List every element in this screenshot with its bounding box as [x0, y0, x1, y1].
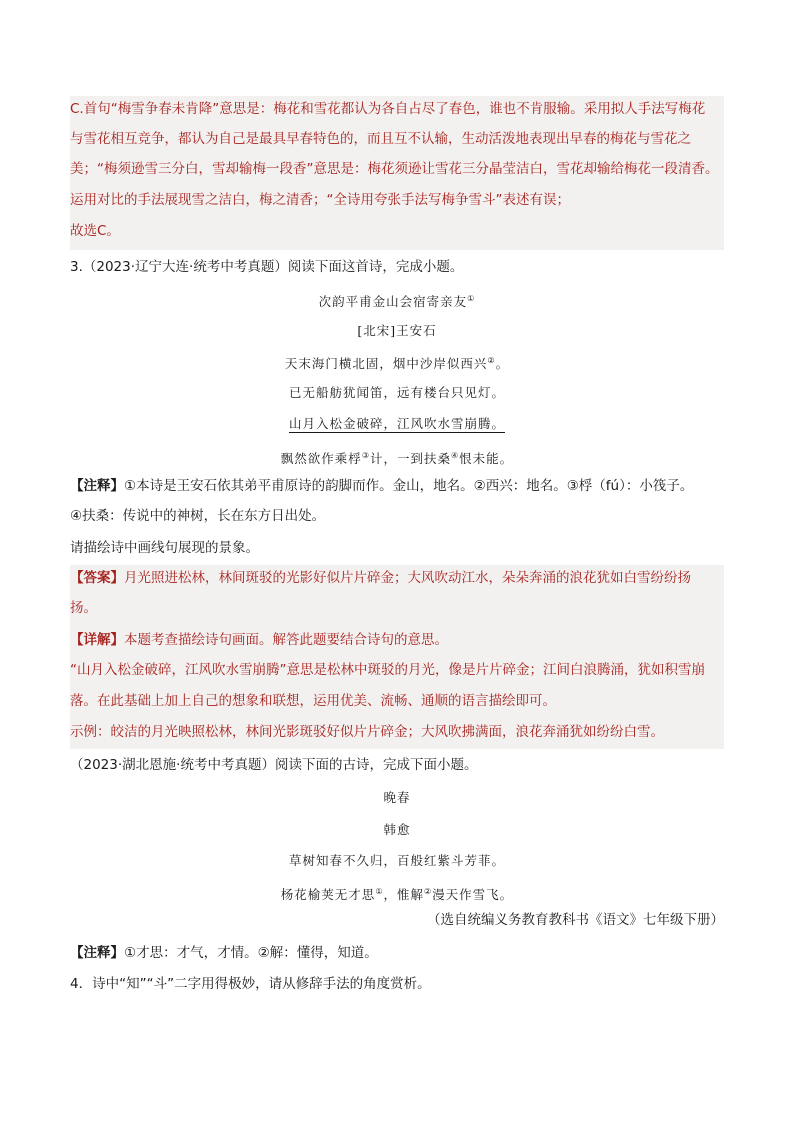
q4-intro: （2023·湖北恩施·统考中考真题）阅读下面的古诗，完成下面小题。 [70, 757, 478, 773]
q4-poem-line-1: 草树知春不久归，百般红紫斗芳菲。 [288, 853, 505, 868]
analysis-line-3: 美；“梅须逊雪三分白，雪却输梅一段香”意思是：梅花须逊让雪花三分晶莹洁白，雪花却输给梅花一段清香。 [70, 161, 719, 177]
q3-line4-b: 计，一到扶桑 [369, 451, 451, 467]
q3-line4-mark1: ③ [361, 451, 370, 460]
analysis-line-2: 与雪花相互竞争，都认为自己是最具早春特色的，而且互不认输，生动活泼地表现出早春的梅花与雪花之 [70, 131, 691, 147]
q3-detail-line-3: 落。在此基础上加上自己的想象和联想，运用优美、流畅、通顺的语言描绘即可。 [70, 693, 556, 709]
answer-text-1: 月光照进松林，林间斑驳的光影好似片片碎金；大风吹动江水，朵朵奔涌的浪花犹如白雪纷纷扬 [124, 570, 691, 586]
q3-note-text-1: ①本诗是王安石依其弟平甫原诗的韵脚而作。金山，地名。②西兴：地名。③桴（fú）：小筏子。 [124, 478, 694, 494]
q4-source: （选自统编义务教育教科书《语文》七年级下册） [427, 912, 724, 928]
q3-line4-mark2: ④ [451, 451, 460, 460]
q3-detail-line-1 [70, 627, 448, 654]
answer-label: 【答案】 [70, 570, 124, 586]
analysis-line-1: C.首句“梅雪争春未肯降”意思是：梅花和雪花都认为各自占尽了春色，谁也不肯服输。采用拟人手法写梅花 [70, 101, 706, 117]
q3-line1-text: 天末海门横北固，烟中沙岸似西兴 [284, 356, 488, 372]
q3-intro: 3.（2023·辽宁大连·统考中考真题）阅读下面这首诗，完成小题。 [70, 259, 464, 275]
q3-note-label: 【注释】 [70, 478, 124, 494]
q3-line1-mark: ② [487, 356, 496, 365]
q4-note-text: ①才思：才气，才情。②解：懂得，知道。 [124, 945, 378, 961]
analysis-c-block [70, 96, 724, 250]
q3-poem-line-2: 已无船舫犹闻笛，远有楼台只见灯。 [288, 385, 505, 400]
q3-notes-line-2: ④扶桑：传说中的神树，长在东方日出处。 [70, 508, 326, 524]
q4-line2-mark2: ② [424, 887, 433, 896]
q3-poem-title-mark: ① [467, 294, 476, 303]
q4-line2-a: 杨花榆荚无才思 [280, 887, 376, 903]
q4-line2-b: ，惟解 [383, 887, 424, 903]
q3-line4-a: 飘然欲作乘桴 [280, 451, 362, 467]
q3-line3-text: 山月入松金破碎，江风吹水雪崩腾。 [288, 416, 505, 431]
q4-line2-c: 漫天作雪飞。 [432, 887, 514, 903]
q3-poem-line-3-underlined [70, 408, 724, 439]
q3-poem-line-4 [70, 440, 724, 474]
q4-question: 4．诗中“知”“斗”二字用得极妙，请从修辞手法的角度赏析。 [70, 976, 431, 992]
detail-text-1: 本题考查描绘诗句画面。解答此题要结合诗句的意思。 [124, 632, 448, 648]
q4-note-label: 【注释】 [70, 945, 124, 961]
q3-answer-line-1 [70, 565, 691, 592]
q3-poem-line-1 [70, 345, 724, 379]
q3-line4-c: 恨未能。 [459, 451, 514, 467]
q3-question: 请描绘诗中画线句展现的景象。 [70, 540, 259, 556]
q3-line1-end: 。 [495, 356, 510, 372]
q3-detail-line-4: 示例：皎洁的月光映照松林，林间光影斑驳好似片片碎金；大风吹拂满面，浪花奔涌犹如纷纷白雪。 [70, 724, 664, 740]
q3-poem-title-text: 次韵平甫金山会宿寄亲友 [318, 294, 468, 310]
q4-poem-title: 晚春 [383, 790, 411, 805]
q3-poem-title [70, 283, 724, 317]
q4-poem-line-2 [70, 876, 724, 910]
q3-answer-block [70, 565, 724, 749]
q4-notes [70, 940, 724, 967]
detail-label: 【详解】 [70, 632, 124, 648]
q3-answer-line-2: 扬。 [70, 600, 97, 616]
analysis-line-4: 运用对比的手法展现雪之洁白，梅之清香；“全诗用夸张手法写梅争雪斗”表述有误； [70, 192, 570, 208]
q4-poem-author: 韩愈 [383, 822, 411, 837]
q3-poem-author: [北宋]王安石 [357, 323, 437, 338]
q4-line2-mark1: ① [375, 887, 384, 896]
q3-detail-line-2: “山月入松金破碎，江风吹水雪崩腾”意思是松林中斑驳的月光，像是片片碎金；江间白浪腾涌，犹如积雪崩 [70, 662, 705, 678]
q3-notes-line-1 [70, 473, 724, 500]
analysis-conclusion: 故选C。 [70, 223, 120, 239]
